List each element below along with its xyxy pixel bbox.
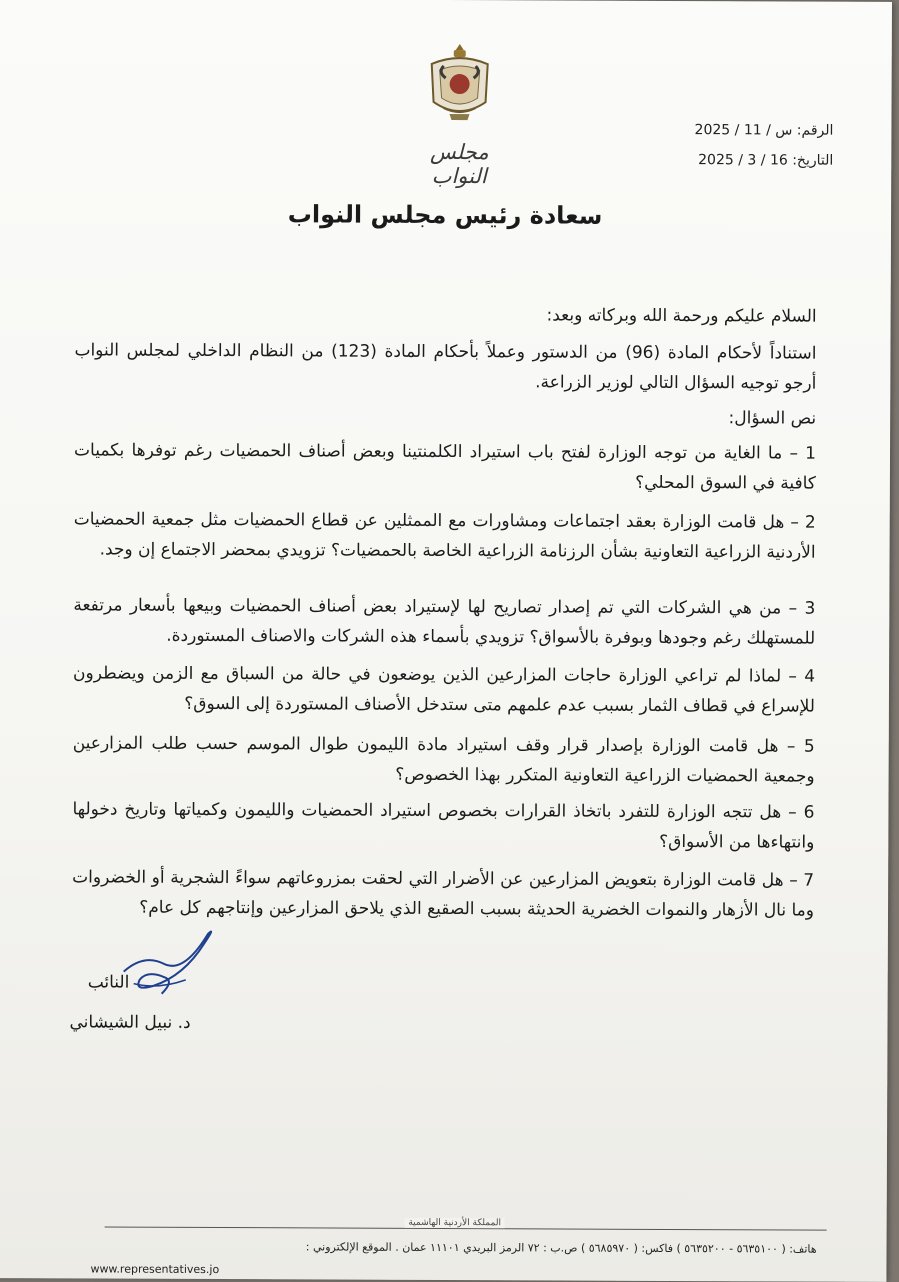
footer-kingdom-mark: المملكة الأردنية الهاشمية (405, 1218, 505, 1228)
intro-paragraph: استناداً لأحكام المادة (96) من الدستور وعملاً بأحكام المادة (123) من النظام الداخلي لمجلس النواب أرجو توجيه السؤال التالي لوزير الزراعة. (74, 340, 817, 394)
letter-title: سعادة رئيس مجلس النواب (287, 200, 603, 230)
reference-number: الرقم: س / 11 / 2025 (694, 122, 834, 139)
signatory-name: د. نبيل الشيشاني (69, 1012, 191, 1033)
questions-heading: نص السؤال: (728, 408, 817, 429)
council-name-calligraphy: مجلس النواب (430, 139, 489, 189)
question-item: 3 – من هي الشركات التي تم إصدار تصاريح لها لإستيراد بعض أصناف الحمضيات وبيعها بأسعار مرتفعة للمستهلك رغم وجودها وبوفرة بالأسواق؟ تزويدي بأسماء هذه الشركات والاصناف المستوردة. (73, 595, 816, 649)
signatory-title: النائب (87, 972, 130, 993)
footer-website-line (90, 1262, 219, 1276)
footer-website: www.representatives.jo (90, 1262, 220, 1277)
letter-date: التاريخ: 16 / 3 / 2025 (698, 152, 834, 169)
greeting: السلام عليكم ورحمة الله وبركاته وبعد: (546, 305, 817, 327)
jordan-coat-of-arms-emblem (423, 42, 495, 128)
question-item: 6 – هل تتجه الوزارة للتفرد باتخاذ القرارات بخصوص استيراد الحمضيات والليمون وكمياتها وتاريخ دخولها وانتهاءها من الأسواق؟ (72, 799, 815, 853)
footer-contact: هاتف: ( ٥٦٣٥١٠٠ - ٥٦٣٥٢٠٠ ) فاكس: ( ٥٦٨٥٩٧٠ ) ص.ب : ٧٢ الرمز البريدي ١١١٠١ عمان . الموقع الإلكتروني : (305, 1240, 817, 1256)
question-item: 4 – لماذا لم تراعي الوزارة حاجات المزارعين الذين يوضعون في حالة من السباق مع الزمن ويضطرون للإسراع في قطاف الثمار بسبب عدم علمهم متى ستدخل الأصناف المستوردة إلى السوق؟ (73, 663, 816, 717)
question-item: 2 – هل قامت الوزارة بعقد اجتماعات ومشاورات مع الممثلين عن قطاع الحمضيات مثل جمعية الحمضيات الأردنية الزراعية التعاونية بشأن الرزنامة الزراعية الخاصة بالحمضيات؟ تزويدي بمحضر الاجتماع إن وجد. (73, 509, 816, 563)
question-item: 5 – هل قامت الوزارة بإصدار قرار وقف استيراد مادة الليمون طوال الموسم حسب طلب المزارعين وجمعية الحمضيات الزراعية التعاونية المتكرر بهذا الخصوص؟ (72, 733, 815, 787)
question-item: 7 – هل قامت الوزارة بتعويض المزارعين عن الأضرار التي لحقت بمزروعاتهم سواءً الشجرية أو الخضروات وما نال الأزهار والنموات الخضرية الحديثة بسبب الصقيع الذي يلاحق المزارعين وإنتاجهم كل عام؟ (72, 867, 815, 921)
question-item: 1 – ما الغاية من توجه الوزارة لفتح باب استيراد الكلمنتينا وبعض أصناف الحمضيات رغم توفرها بكميات كافية في السوق المحلي؟ (73, 440, 817, 494)
